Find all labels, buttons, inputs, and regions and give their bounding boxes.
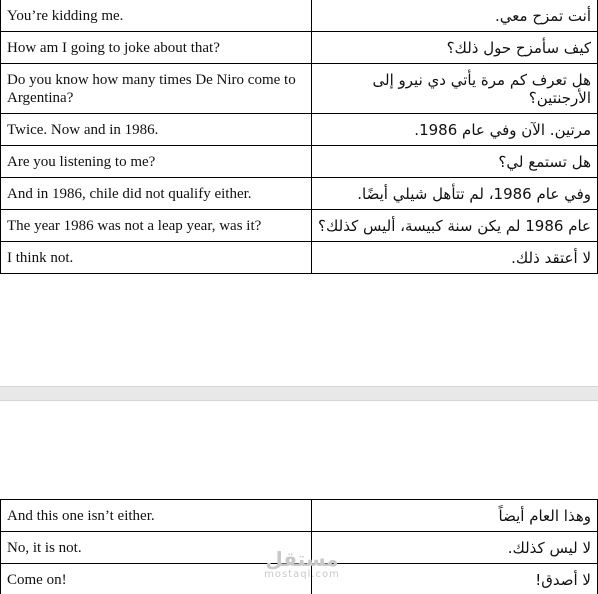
table-row — [1, 242, 598, 274]
english-cell: Are you listening to me? — [1, 146, 312, 178]
watermark-text-latin: mostaql.com — [264, 569, 340, 580]
subtitle-table-top — [0, 0, 598, 274]
table-row — [1, 64, 598, 114]
table-row — [1, 500, 598, 532]
arabic-cell: أنت تمزح معي. — [312, 0, 598, 32]
arabic-cell: هل تستمع لي؟ — [312, 146, 598, 178]
english-cell: I think not. — [1, 242, 312, 274]
english-cell: And in 1986, chile did not qualify either. — [1, 178, 312, 210]
english-cell: How am I going to joke about that? — [1, 32, 312, 64]
table-row — [1, 178, 598, 210]
arabic-cell: لا أعتقد ذلك. — [312, 242, 598, 274]
table-row — [1, 564, 598, 594]
table-row — [1, 32, 598, 64]
arabic-cell: لا أصدق! — [312, 564, 598, 594]
arabic-cell: وهذا العام أيضاً — [312, 500, 598, 532]
subtitle-table-bottom — [0, 499, 598, 594]
english-cell: No, it is not. — [1, 532, 312, 564]
english-cell: And this one isn’t either. — [1, 500, 312, 532]
arabic-cell: هل تعرف كم مرة يأتي دي نيرو إلى الأرجنتين؟ — [312, 64, 598, 114]
arabic-cell: وفي عام 1986، لم تتأهل شيلي أيضًا. — [312, 178, 598, 210]
arabic-cell: مرتين. الآن وفي عام 1986. — [312, 114, 598, 146]
table-row — [1, 0, 598, 32]
english-cell: Do you know how many times De Niro come to Argentina? — [1, 64, 312, 114]
english-cell: The year 1986 was not a leap year, was it? — [1, 210, 312, 242]
english-cell: You’re kidding me. — [1, 0, 312, 32]
page-separator — [0, 386, 598, 401]
watermark-text-arabic: مستقل — [265, 547, 339, 571]
table-row — [1, 210, 598, 242]
arabic-cell: كيف سأمزح حول ذلك؟ — [312, 32, 598, 64]
arabic-cell: لا ليس كذلك. — [312, 532, 598, 564]
arabic-cell: عام 1986 لم يكن سنة كبيسة، أليس كذلك؟ — [312, 210, 598, 242]
table-row — [1, 114, 598, 146]
english-cell: Twice. Now and in 1986. — [1, 114, 312, 146]
table-row — [1, 532, 598, 564]
table-row — [1, 146, 598, 178]
english-cell: Come on! — [1, 564, 312, 594]
